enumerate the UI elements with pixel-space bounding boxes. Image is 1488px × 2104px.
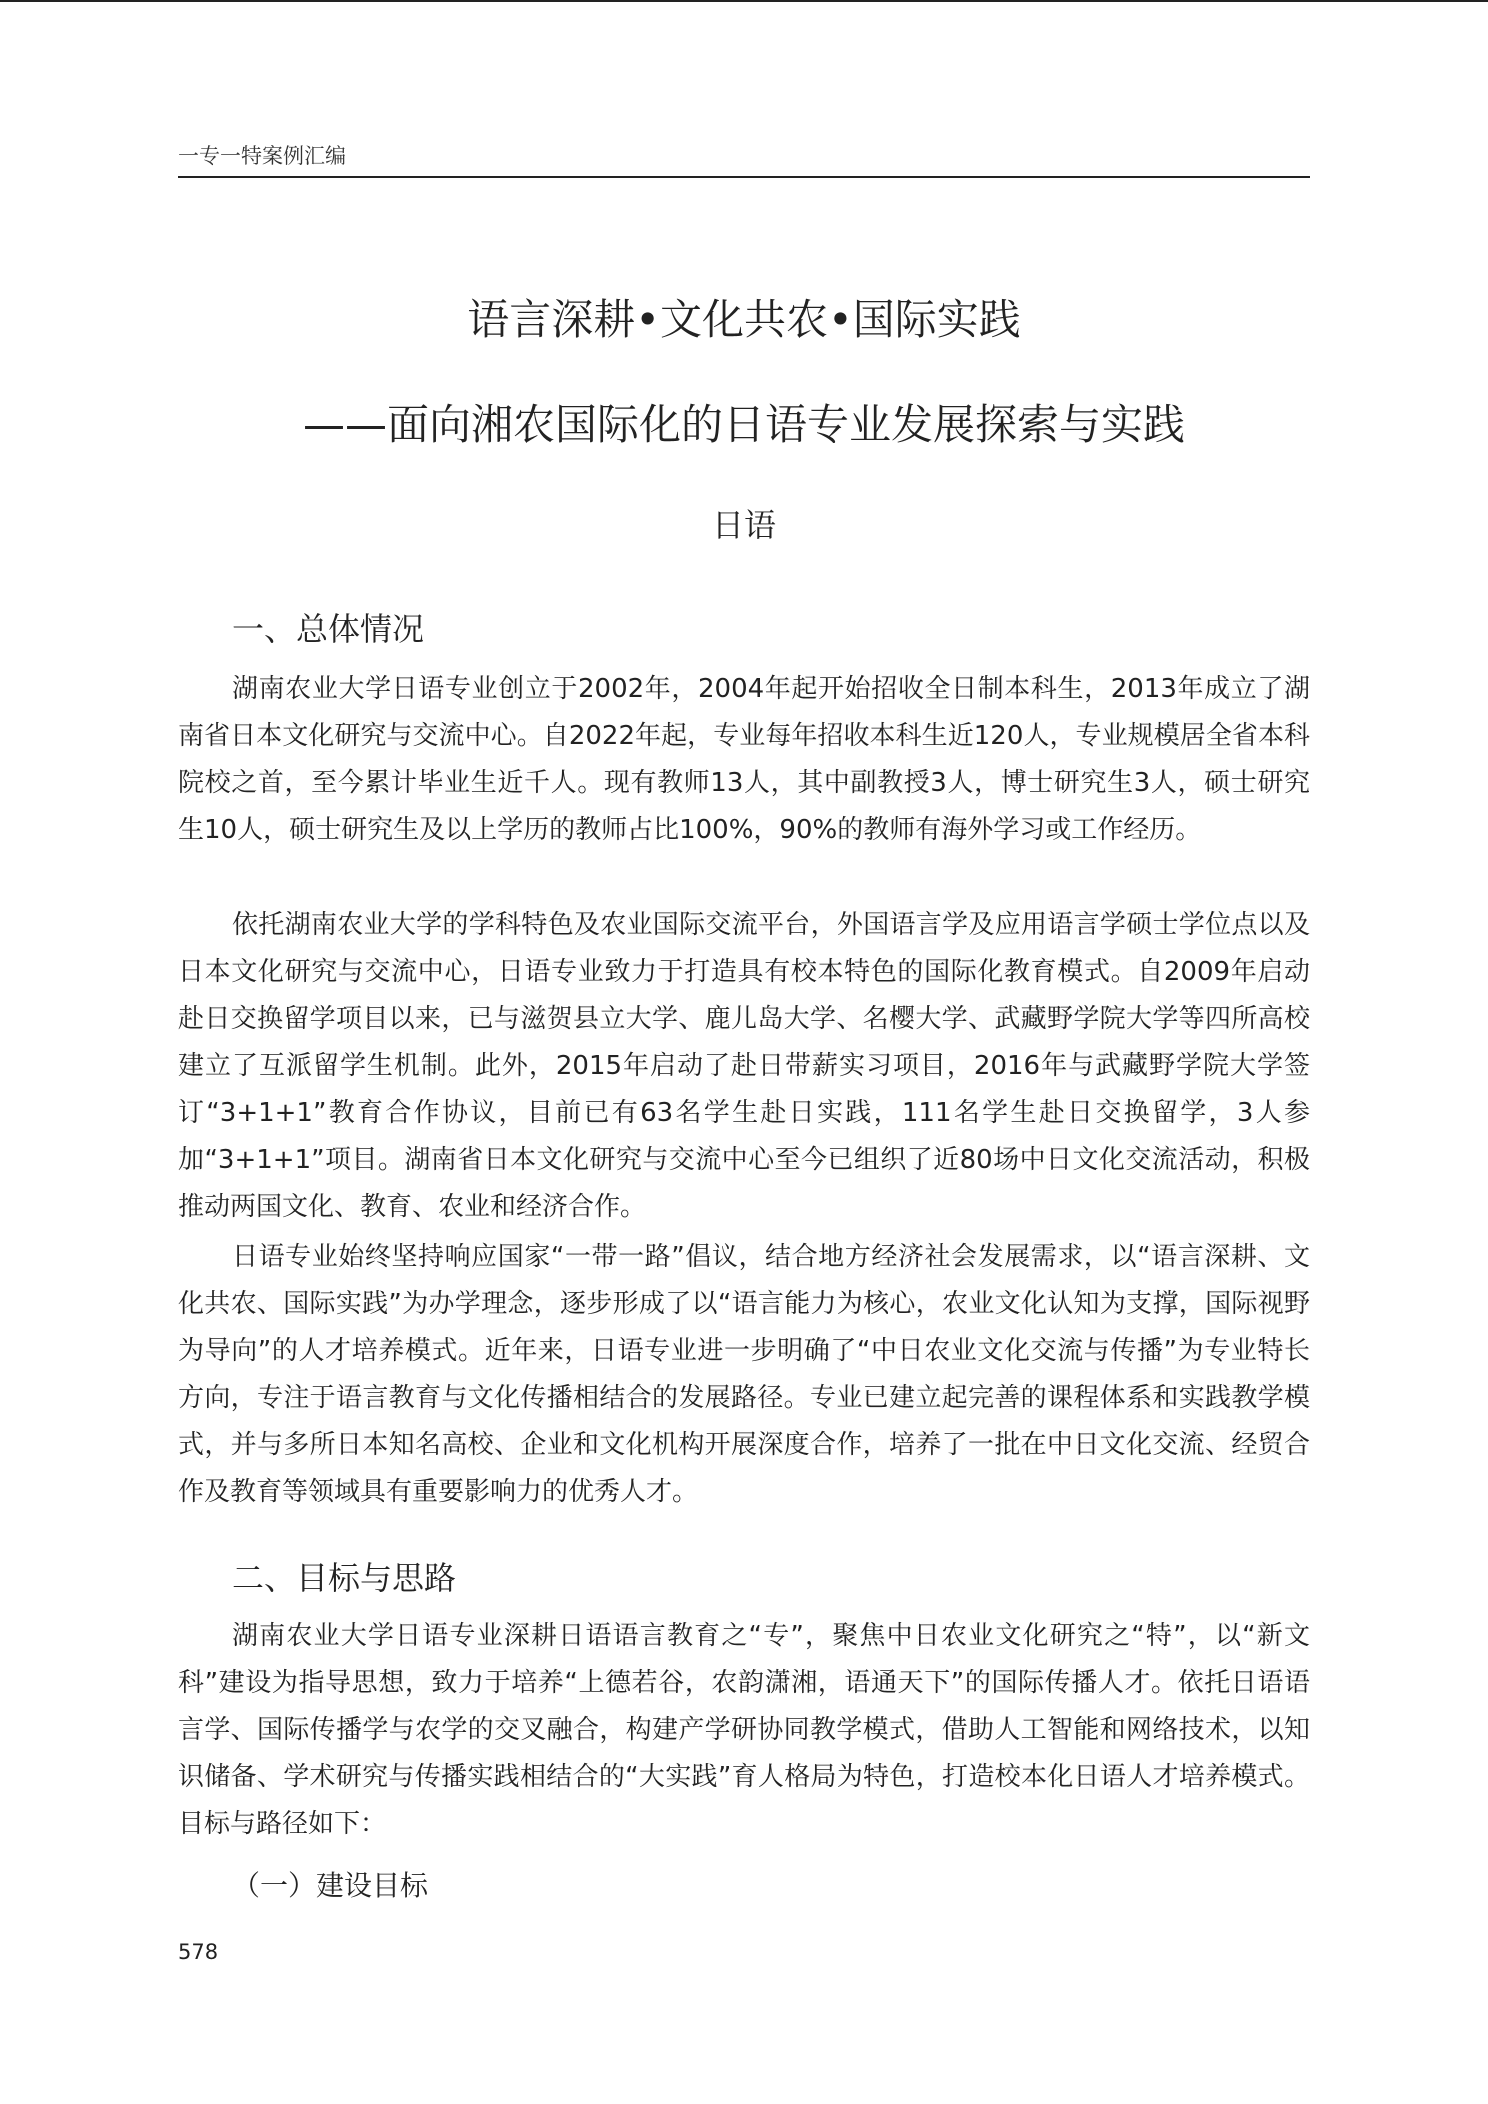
document-title: 语言深耕•文化共农•国际实践: [467, 295, 1021, 344]
page-number: 578: [178, 1940, 219, 1964]
author-label: 日语: [711, 506, 776, 544]
paragraph: 湖南农业大学日语专业深耕日语语言教育之“专”，聚焦中日农业文化研究之“特”，以“新文科”建设为指导思想，致力于培养“上德若谷，农韵潇湘，语通天下”的国际传播人才。依托日语语言学、国际传播学与农学的交叉融合，构建产学研协同教学模式，借助人工智能和网络技术，以知识储备、学术研究与传播实践相结合的“大实践”育人格局为特色，打造校本化日语人才培养模式。目标与路径如下：: [178, 1621, 1310, 1839]
paragraph: 依托湖南农业大学的学科特色及农业国际交流平台，外国语言学及应用语言学硕士学位点以及日本文化研究与交流中心，日语专业致力于打造具有校本特色的国际化教育模式。自2009年启动赴日交换留学项目以来，已与滋贺县立大学、鹿儿岛大学、名樱大学、武藏野学院大学等四所高校建立了互派留学生机制。此外，2015年启动了赴日带薪实习项目，2016年与武藏野学院大学签订“3+1+1”教育合作协议，目前已有63名学生赴日实践，111名学生赴日交换留学，3人参加“3+1+1”项目。湖南省日本文化研究与交流中心至今已组织了近80场中日文化交流活动，积极推动两国文化、教育、农业和经济合作。: [178, 910, 1310, 1222]
subsection-heading: （一）建设目标: [232, 1869, 429, 1902]
top-border-line: [0, 0, 1488, 2]
document-subtitle: ——面向湘农国际化的日语专业发展探索与实践: [302, 400, 1185, 449]
paragraph: 日语专业始终坚持响应国家“一带一路”倡议，结合地方经济社会发展需求，以“语言深耕、文化共农、国际实践”为办学理念，逐步形成了以“语言能力为核心，农业文化认知为支撑，国际视野为导向”的人才培养模式。近年来，日语专业进一步明确了“中日农业文化交流与传播”为专业特长方向，专注于语言教育与文化传播相结合的发展路径。专业已建立起完善的课程体系和实践教学模式，并与多所日本知名高校、企业和文化机构开展深度合作，培养了一批在中日文化交流、经贸合作及教育等领域具有重要影响力的优秀人才。: [178, 1242, 1310, 1507]
paragraph: 湖南农业大学日语专业创立于2002年，2004年起开始招收全日制本科生，2013年成立了湖南省日本文化研究与交流中心。自2022年起，专业每年招收本科生近120人，专业规模居全省本科院校之首，至今累计毕业生近千人。现有教师13人，其中副教授3人，博士研究生3人，硕士研究生10人，硕士研究生及以上学历的教师占比100%，90%的教师有海外学习或工作经历。: [178, 674, 1310, 845]
running-header: 一专一特案例汇编: [178, 140, 1310, 178]
section-heading-overview: 一、总体情况: [232, 610, 425, 648]
section-heading-goals: 二、目标与思路: [232, 1559, 457, 1597]
